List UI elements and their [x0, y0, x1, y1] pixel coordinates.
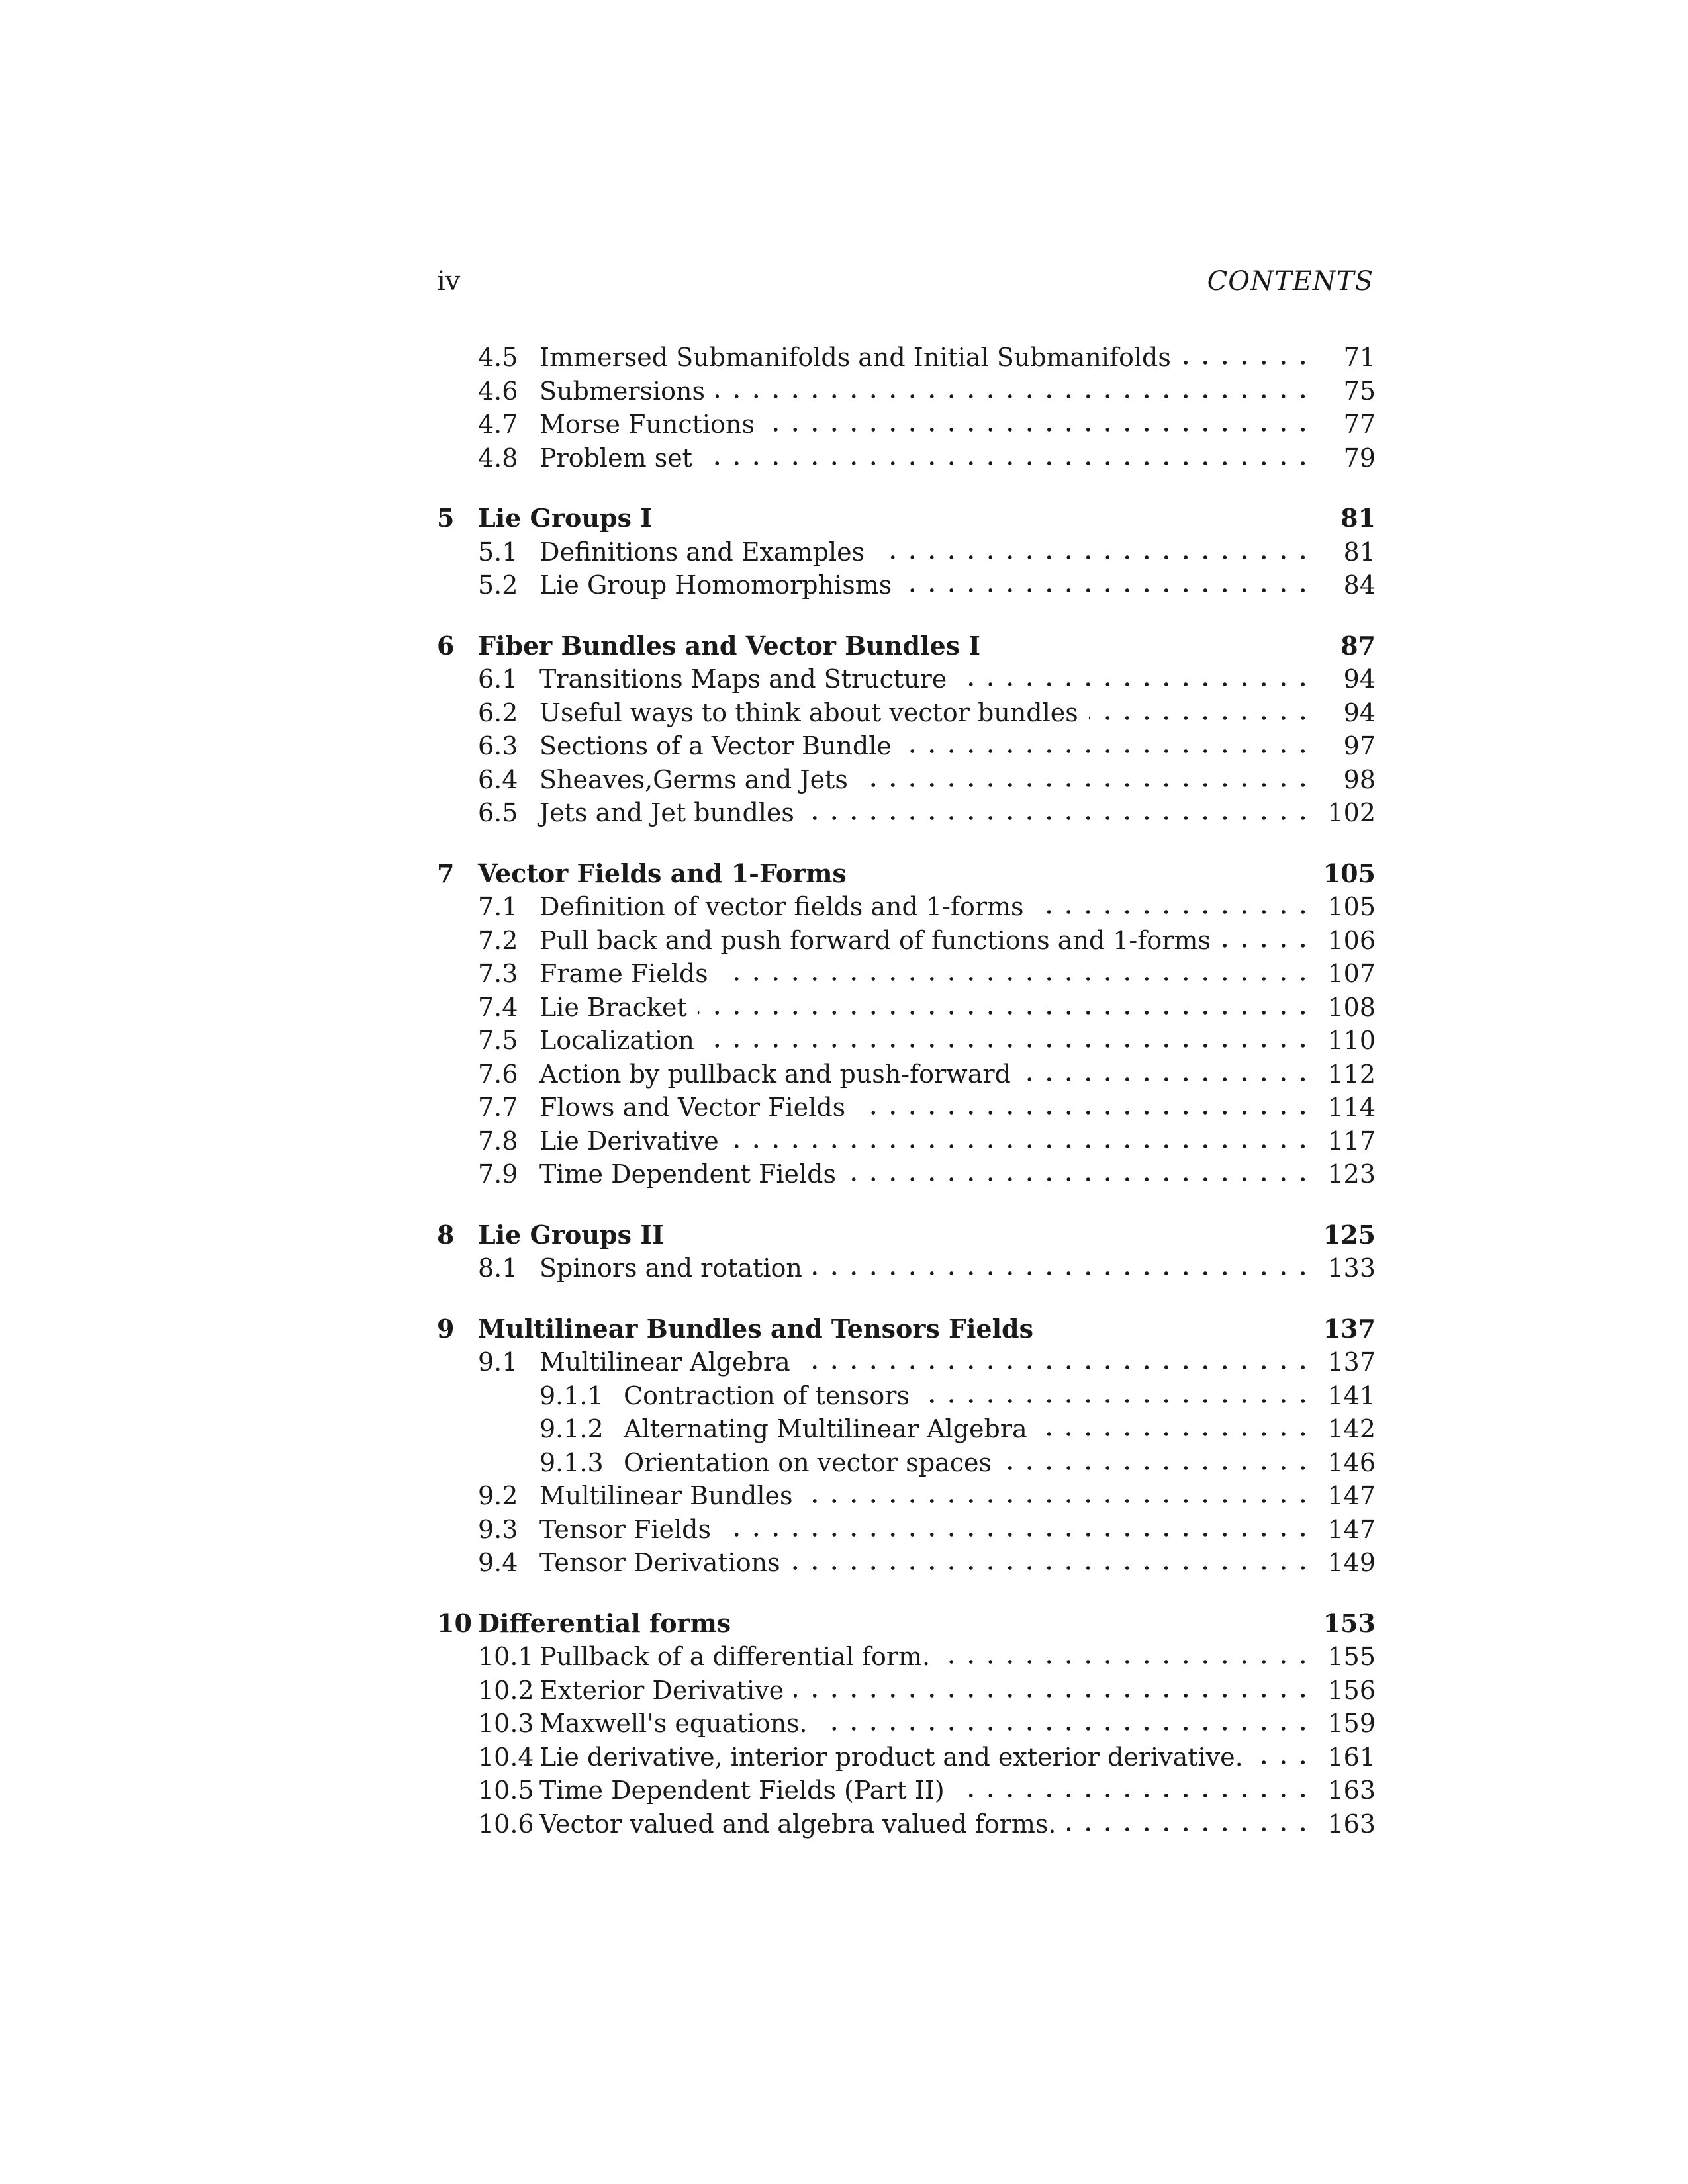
toc-section-entry[interactable]: [437, 1056, 1376, 1093]
toc-entry-number: 7: [437, 858, 455, 888]
toc-entry-page: 112: [1327, 1059, 1376, 1089]
toc-section-entry[interactable]: [437, 406, 1376, 443]
toc-entry-number: 9.1.2: [539, 1414, 604, 1443]
toc-entry-page: 71: [1343, 343, 1376, 372]
toc-entry-number: 7.5: [478, 1026, 518, 1055]
toc-entry-page: 102: [1327, 798, 1376, 827]
toc-entry-title: Orientation on vector spaces: [624, 1447, 992, 1477]
toc-entry-page: 108: [1327, 992, 1376, 1022]
toc-entry-number: 6.4: [478, 764, 518, 794]
toc-entry-page: 133: [1327, 1253, 1376, 1283]
toc-entry-title: Multilinear Bundles and Tensors Fields: [478, 1313, 1033, 1343]
toc-entry-title: Localization: [539, 1026, 694, 1055]
toc-section-entry[interactable]: [437, 660, 1376, 698]
toc-leader-dots: [859, 761, 1313, 798]
toc-section-entry[interactable]: [437, 339, 1376, 376]
toc-entry-page: 84: [1343, 570, 1376, 600]
toc-section-entry[interactable]: [437, 1156, 1376, 1193]
toc-entry-number: 9.1.1: [539, 1381, 604, 1410]
toc-entry-page: 98: [1343, 764, 1376, 794]
toc-entry-page: 155: [1327, 1642, 1376, 1671]
toc-entry-title: Tensor Fields: [539, 1514, 711, 1544]
toc-entry-number: 10.3: [478, 1709, 534, 1738]
toc-leader-dots: [813, 1250, 1313, 1287]
toc-section-entry[interactable]: [437, 794, 1376, 831]
toc-entry-number: 6: [437, 630, 455, 660]
toc-entry-page: 117: [1327, 1126, 1376, 1156]
toc-entry-title: Multilinear Algebra: [539, 1347, 790, 1377]
toc-entry-number: 5: [437, 503, 455, 533]
toc-section-entry[interactable]: [437, 1250, 1376, 1287]
toc-entry-number: 6.2: [478, 698, 518, 727]
toc-entry-page: 137: [1327, 1347, 1376, 1377]
toc-leader-dots: [902, 567, 1313, 604]
toc-entry-number: 6.3: [478, 731, 518, 760]
toc-entry-number: 10.5: [478, 1776, 534, 1805]
toc-entry-title: Differential forms: [478, 1608, 731, 1638]
toc-leader-dots: [1035, 888, 1313, 925]
toc-section-entry[interactable]: [437, 922, 1376, 959]
toc-section-entry[interactable]: [437, 1805, 1376, 1843]
toc-leader-dots: [847, 1156, 1313, 1193]
toc-entry-page: 149: [1327, 1548, 1376, 1577]
toc-leader-dots: [957, 660, 1313, 698]
toc-entry-title: Pull back and push forward of functions and 1-forms: [539, 925, 1211, 955]
toc-entry-number: 10.6: [478, 1809, 534, 1839]
toc-leader-dots: [955, 1772, 1313, 1809]
toc-entry-page: 137: [1323, 1313, 1376, 1343]
toc-entry-number: 4.7: [478, 410, 518, 439]
toc-entry-title: Contraction of tensors: [624, 1381, 910, 1410]
toc-entry-page: 114: [1327, 1093, 1376, 1122]
toc-entry-title: Tensor Derivations: [539, 1548, 780, 1577]
toc-section-entry[interactable]: [437, 1544, 1376, 1581]
toc-entry-number: 10.2: [478, 1675, 534, 1705]
toc-entry-title: Immersed Submanifolds and Initial Submanifolds: [539, 343, 1171, 372]
toc-entry-number: 4.8: [478, 443, 518, 473]
toc-entry-page: 153: [1323, 1608, 1376, 1638]
toc-entry-title: Useful ways to think about vector bundles: [539, 698, 1078, 727]
toc-entry-page: 79: [1343, 443, 1376, 473]
toc-entry-number: 7.9: [478, 1160, 518, 1189]
toc-section-entry[interactable]: [437, 439, 1376, 477]
toc-section-entry[interactable]: [437, 1477, 1376, 1514]
toc-entry-page: 147: [1327, 1514, 1376, 1544]
toc-entry-number: 10: [437, 1608, 472, 1638]
toc-section-entry[interactable]: [437, 1705, 1376, 1742]
toc-entry-number: 10.1: [478, 1642, 534, 1671]
toc-entry-title: Maxwell's equations.: [539, 1709, 808, 1738]
toc-entry-page: 146: [1327, 1447, 1376, 1477]
toc-entry-title: Fiber Bundles and Vector Bundles I: [478, 630, 981, 660]
toc-leader-dots: [1221, 922, 1313, 959]
toc-section-entry[interactable]: [437, 1672, 1376, 1709]
toc-entry-number: 9: [437, 1313, 455, 1343]
toc-entry-number: 7.6: [478, 1059, 518, 1089]
toc-entry-page: 107: [1327, 959, 1376, 988]
toc-entry-page: 106: [1327, 925, 1376, 955]
toc-entry-number: 7.2: [478, 925, 518, 955]
toc-entry-page: 105: [1323, 858, 1376, 888]
toc-leader-dots: [1021, 1056, 1313, 1093]
toc-entry-number: 9.2: [478, 1481, 518, 1510]
toc-subsection-entry[interactable]: [437, 1410, 1376, 1447]
toc-entry-page: 125: [1323, 1219, 1376, 1250]
toc-section-entry[interactable]: [437, 1022, 1376, 1059]
running-title: CONTENTS: [1207, 266, 1374, 296]
toc-section-entry[interactable]: [437, 727, 1376, 764]
running-header: [437, 261, 1374, 301]
toc-entry-page: 97: [1343, 731, 1376, 760]
toc-leader-dots: [920, 1377, 1313, 1414]
toc-entry-page: 77: [1343, 410, 1376, 439]
toc-section-entry[interactable]: [437, 533, 1376, 570]
toc-entry-page: 123: [1327, 1160, 1376, 1189]
toc-leader-dots: [794, 1672, 1313, 1709]
toc-entry-number: 8: [437, 1219, 455, 1250]
toc-leader-dots: [801, 1343, 1313, 1381]
toc-entry-title: Flows and Vector Fields: [539, 1093, 846, 1122]
toc-section-entry[interactable]: [437, 1089, 1376, 1126]
toc-chapter-entry[interactable]: [437, 627, 1376, 664]
toc-entry-title: Sections of a Vector Bundle: [539, 731, 892, 760]
toc-entry-number: 7.4: [478, 992, 518, 1022]
toc-entry-title: Multilinear Bundles: [539, 1481, 793, 1510]
toc-section-entry[interactable]: [437, 1343, 1376, 1381]
toc-leader-dots: [703, 439, 1313, 477]
toc-entry-title: Sheaves,Germs and Jets: [539, 764, 848, 794]
toc-entry-title: Submersions: [539, 376, 706, 406]
toc-entry-title: Time Dependent Fields (Part II): [539, 1776, 945, 1805]
toc-entry-page: 75: [1343, 376, 1376, 406]
toc-entry-title: Vector Fields and 1-Forms: [478, 858, 847, 888]
toc-section-entry[interactable]: [437, 1122, 1376, 1160]
toc-leader-dots: [1002, 1444, 1313, 1481]
toc-leader-dots: [856, 1089, 1313, 1126]
toc-entry-title: Lie Derivative: [539, 1126, 719, 1156]
toc-chapter-entry[interactable]: [437, 1310, 1376, 1347]
toc-entry-page: 142: [1327, 1414, 1376, 1443]
toc-entry-number: 4.5: [478, 343, 518, 372]
page-number: iv: [437, 266, 461, 296]
toc-leader-dots: [698, 989, 1313, 1026]
toc-leader-dots: [875, 533, 1313, 570]
toc-entry-number: 9.4: [478, 1548, 518, 1577]
toc-leader-dots: [1089, 694, 1313, 731]
toc-entry-page: 94: [1343, 698, 1376, 727]
toc-leader-dots: [705, 1022, 1313, 1059]
toc-chapter-entry[interactable]: [437, 1605, 1376, 1642]
toc-entry-number: 6.1: [478, 664, 518, 694]
toc-entry-number: 5.2: [478, 570, 518, 600]
toc-entry-page: 163: [1327, 1809, 1376, 1839]
toc-entry-title: Time Dependent Fields: [539, 1160, 836, 1189]
toc-entry-page: 141: [1327, 1381, 1376, 1410]
toc-entry-title: Lie Groups I: [478, 503, 652, 533]
toc-section-entry[interactable]: [437, 989, 1376, 1026]
toc-entry-title: Lie derivative, interior product and exterior derivative.: [539, 1742, 1243, 1772]
toc-leader-dots: [805, 794, 1313, 831]
toc-leader-dots: [1067, 1805, 1313, 1843]
toc-entry-title: Problem set: [539, 443, 692, 473]
toc-section-entry[interactable]: [437, 373, 1376, 410]
toc-section-entry[interactable]: [437, 1772, 1376, 1809]
toc-entry-title: Lie Bracket: [539, 992, 687, 1022]
toc-entry-page: 163: [1327, 1776, 1376, 1805]
toc-entry-page: 81: [1343, 537, 1376, 567]
toc-entry-page: 94: [1343, 664, 1376, 694]
toc-entry-number: 7.8: [478, 1126, 518, 1156]
toc-entry-number: 9.3: [478, 1514, 518, 1544]
toc-leader-dots: [716, 373, 1313, 410]
toc-entry-number: 7.7: [478, 1093, 518, 1122]
toc-entry-number: 5.1: [478, 537, 518, 567]
toc-entry-title: Lie Groups II: [478, 1219, 664, 1250]
toc-entry-page: 147: [1327, 1481, 1376, 1510]
toc-entry-page: 87: [1340, 630, 1376, 660]
toc-section-entry[interactable]: [437, 694, 1376, 731]
toc-entry-title: Lie Group Homomorphisms: [539, 570, 892, 600]
toc-leader-dots: [722, 1511, 1313, 1548]
toc-entry-page: 156: [1327, 1675, 1376, 1705]
toc-leader-dots: [1254, 1739, 1313, 1776]
toc-section-entry[interactable]: [437, 567, 1376, 604]
toc-section-entry[interactable]: [437, 1511, 1376, 1548]
toc-entry-title: Action by pullback and push-forward: [539, 1059, 1011, 1089]
toc-leader-dots: [719, 955, 1313, 992]
toc-leader-dots: [803, 1477, 1313, 1514]
toc-entry-title: Transitions Maps and Structure: [539, 664, 947, 694]
toc-section-entry[interactable]: [437, 955, 1376, 992]
toc-entry-number: 10.4: [478, 1742, 534, 1772]
toc-entry-number: 9.1: [478, 1347, 518, 1377]
toc-entry-number: 9.1.3: [539, 1447, 604, 1477]
toc-leader-dots: [941, 1638, 1313, 1675]
toc-entry-number: 4.6: [478, 376, 518, 406]
toc-entry-page: 159: [1327, 1709, 1376, 1738]
toc-leader-dots: [1182, 339, 1313, 376]
toc-entry-title: Jets and Jet bundles: [539, 798, 794, 827]
toc-section-entry[interactable]: [437, 761, 1376, 798]
toc-leader-dots: [791, 1544, 1313, 1581]
toc-chapter-entry[interactable]: [437, 500, 1376, 537]
toc-leader-dots: [902, 727, 1313, 764]
toc-entry-title: Alternating Multilinear Algebra: [624, 1414, 1027, 1443]
toc-entry-title: Vector valued and algebra valued forms.: [539, 1809, 1056, 1839]
toc-section-entry[interactable]: [437, 1638, 1376, 1675]
toc-entry-page: 161: [1327, 1742, 1376, 1772]
toc-entry-title: Spinors and rotation: [539, 1253, 802, 1283]
toc-entry-number: 8.1: [478, 1253, 518, 1283]
toc-entry-title: Pullback of a differential form.: [539, 1642, 931, 1671]
toc-leader-dots: [729, 1122, 1313, 1160]
toc-entry-title: Definition of vector fields and 1-forms: [539, 892, 1024, 921]
toc-leader-dots: [818, 1705, 1313, 1742]
toc-section-entry[interactable]: [437, 888, 1376, 925]
toc-leader-dots: [765, 406, 1313, 443]
toc-entry-page: 105: [1327, 892, 1376, 921]
toc-subsection-entry[interactable]: [437, 1444, 1376, 1481]
toc-chapter-entry[interactable]: [437, 855, 1376, 892]
toc-entry-title: Definitions and Examples: [539, 537, 865, 567]
toc-entry-number: 6.5: [478, 798, 518, 827]
toc-entry-page: 110: [1327, 1026, 1376, 1055]
toc-entry-title: Frame Fields: [539, 959, 708, 988]
toc-section-entry[interactable]: [437, 1739, 1376, 1776]
toc-entry-title: Morse Functions: [539, 410, 755, 439]
toc-subsection-entry[interactable]: [437, 1377, 1376, 1414]
toc-entry-number: 7.3: [478, 959, 518, 988]
toc-leader-dots: [1038, 1410, 1313, 1447]
toc-entry-page: 81: [1340, 503, 1376, 533]
toc-entry-title: Exterior Derivative: [539, 1675, 784, 1705]
toc-chapter-entry[interactable]: [437, 1216, 1376, 1253]
toc-entry-number: 7.1: [478, 892, 518, 921]
